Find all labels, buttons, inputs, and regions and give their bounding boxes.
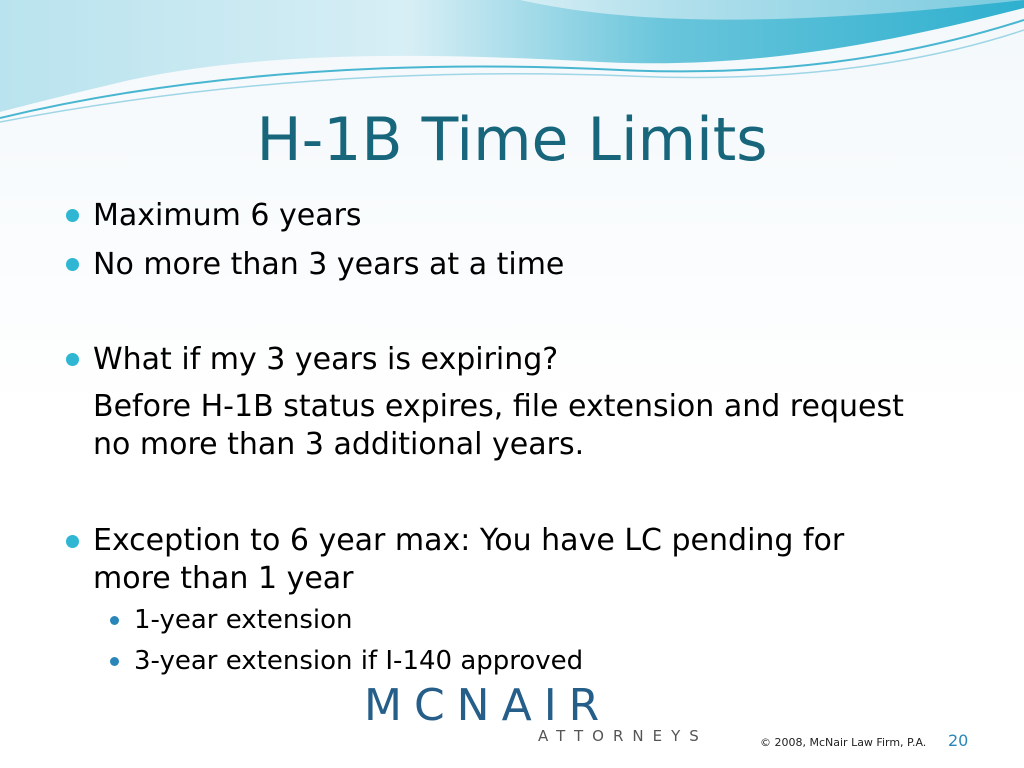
bullet-text-line: Exception to 6 year max: You have LC pending for — [93, 523, 845, 558]
logo-subtext: ATTORNEYS — [538, 727, 708, 745]
bullet-text: No more than 3 years at a time — [93, 247, 565, 282]
sub-bullet-item — [64, 602, 984, 638]
paragraph-line: Before H-1B status expires, file extension and request — [93, 389, 904, 424]
bullet-dot-icon — [66, 535, 79, 548]
sub-bullet-text: 1-year extension — [134, 605, 353, 635]
bullet-item — [64, 522, 984, 598]
sub-bullet-dot-icon — [110, 616, 119, 625]
bullet-dot-icon — [66, 258, 79, 271]
slide-title: H-1B Time Limits — [256, 105, 768, 175]
copyright-notice: © 2008, McNair Law Firm, P.A. — [760, 736, 927, 749]
bullet-text: Maximum 6 years — [93, 198, 362, 233]
bullet-dot-icon — [66, 353, 79, 366]
bullet-item — [64, 245, 984, 285]
page-number: 20 — [948, 731, 969, 750]
indented-paragraph — [64, 388, 984, 464]
bullet-list — [64, 196, 984, 679]
sub-bullet-dot-icon — [110, 657, 119, 666]
sub-bullet-item — [64, 643, 984, 679]
bullet-item — [64, 340, 984, 380]
bullet-text-line: more than 1 year — [93, 561, 354, 596]
logo-wordmark: MCNAIR — [364, 680, 612, 731]
bullet-item — [64, 196, 984, 236]
sub-bullet-text: 3-year extension if I-140 approved — [134, 646, 584, 676]
mcnair-logo — [364, 680, 708, 760]
paragraph-line: no more than 3 additional years. — [93, 427, 585, 462]
bullet-dot-icon — [66, 209, 79, 222]
bullet-text: What if my 3 years is expiring? — [93, 342, 559, 377]
